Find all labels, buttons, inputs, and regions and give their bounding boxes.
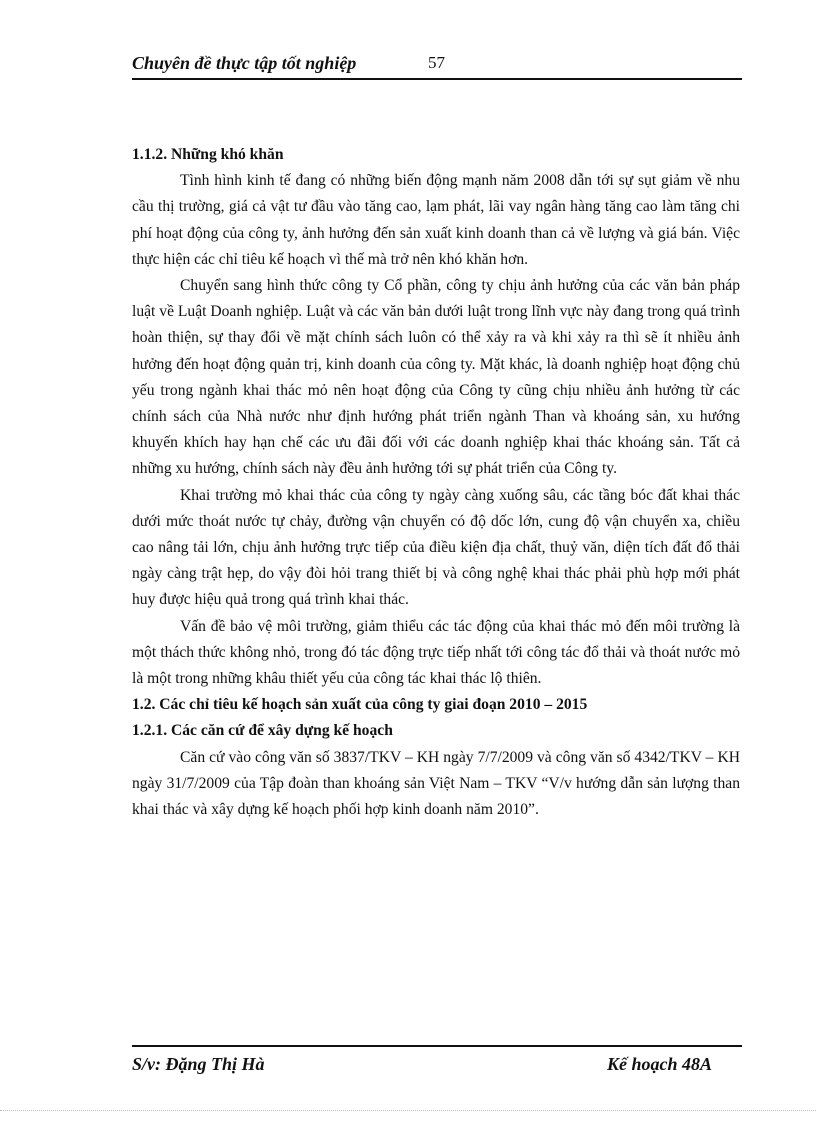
- page-number: 57: [428, 53, 445, 72]
- paragraph-difficulties-economy: Tình hình kinh tế đang có những biến động mạnh năm 2008 dẫn tới sự sụt giảm về nhu cầu thị trường, giá cả vật tư đầu vào tăng cao, lạm phát, lãi vay ngân hàng tăng cao làm tăng chi phí hoạt động của công ty, ảnh hưởng đến sản xuất kinh doanh than cả về lượng và giá bán. Việc thực hiện các chỉ tiêu kế hoạch vì thế mà trở nên khó khăn hơn.: [132, 172, 740, 268]
- footer-class: Kế hoạch 48A: [606, 1054, 712, 1074]
- document-body: [132, 142, 740, 823]
- paragraph-difficulties-environment: Vấn đề bảo vệ môi trường, giảm thiểu các tác động của khai thác mỏ đến môi trường là một thách thức không nhỏ, trong đó tác động trực tiếp nhất tới công tác đổ thải và thoát nước mỏ là một trong những khâu thiết yếu của công tác khai thác lộ thiên.: [132, 617, 740, 688]
- page-footer: [132, 1045, 742, 1077]
- paragraph-difficulties-mining: Khai trường mỏ khai thác của công ty ngày càng xuống sâu, các tầng bóc đất khai thác dưới mức thoát nước tự chảy, đường vận chuyển có độ dốc lớn, cung độ vận chuyển xa, chiều cao nâng tải lớn, chịu ảnh hưởng trực tiếp của điều kiện địa chất, thuỷ văn, diện tích đất đổ thải ngày càng trật hẹp, do vậy đòi hỏi trang thiết bị và công nghệ khai thác phải phù hợp mới phát huy được hiệu quả trong quá trình khai thác.: [132, 486, 740, 609]
- header-title: Chuyên đề thực tập tốt nghiệp: [132, 53, 357, 73]
- section-heading-1-2: 1.2. Các chỉ tiêu kế hoạch sản xuất của công ty giai đoạn 2010 – 2015: [132, 696, 588, 714]
- page-edge-divider: [0, 1110, 816, 1111]
- page-header: [132, 52, 742, 80]
- section-heading-1-2-1: 1.2.1. Các căn cứ để xây dựng kế hoạch: [132, 722, 393, 740]
- paragraph-planning-basis: Căn cứ vào công văn số 3837/TKV – KH ngày 7/7/2009 và công văn số 4342/TKV – KH ngày 31/7/2009 của Tập đoàn than khoáng sản Việt Nam – TKV “V/v hướng dẫn sản lượng than khai thác và xây dựng kế hoạch phối hợp kinh doanh năm 2010”.: [132, 748, 740, 819]
- footer-author: S/v: Đặng Thị Hà: [132, 1054, 265, 1074]
- paragraph-difficulties-legal: Chuyển sang hình thức công ty Cổ phần, công ty chịu ảnh hưởng của các văn bản pháp luật về Luật Doanh nghiệp. Luật và các văn bản dưới luật trong lĩnh vực này đang trong quá trình hoàn thiện, sự thay đổi về mặt chính sách luôn có thể xảy ra và khi xảy ra thì sẽ ít nhiều ảnh hưởng đến hoạt động quản trị, kinh doanh của công ty. Mặt khác, là doanh nghiệp hoạt động chủ yếu trong ngành khai thác mỏ nên hoạt động của Công ty cũng chịu nhiều ảnh hưởng từ các chính sách của Nhà nước như định hướng phát triển ngành Than và khoáng sản, xu hướng khuyến khích hay hạn chế các ưu đãi đối với các doanh nghiệp khai thác khoáng sản. Tất cả những xu hướng, chính sách này đều ảnh hưởng tới sự phát triển của Công ty.: [132, 277, 741, 478]
- section-heading-1-1-2: 1.1.2. Những khó khăn: [132, 146, 284, 163]
